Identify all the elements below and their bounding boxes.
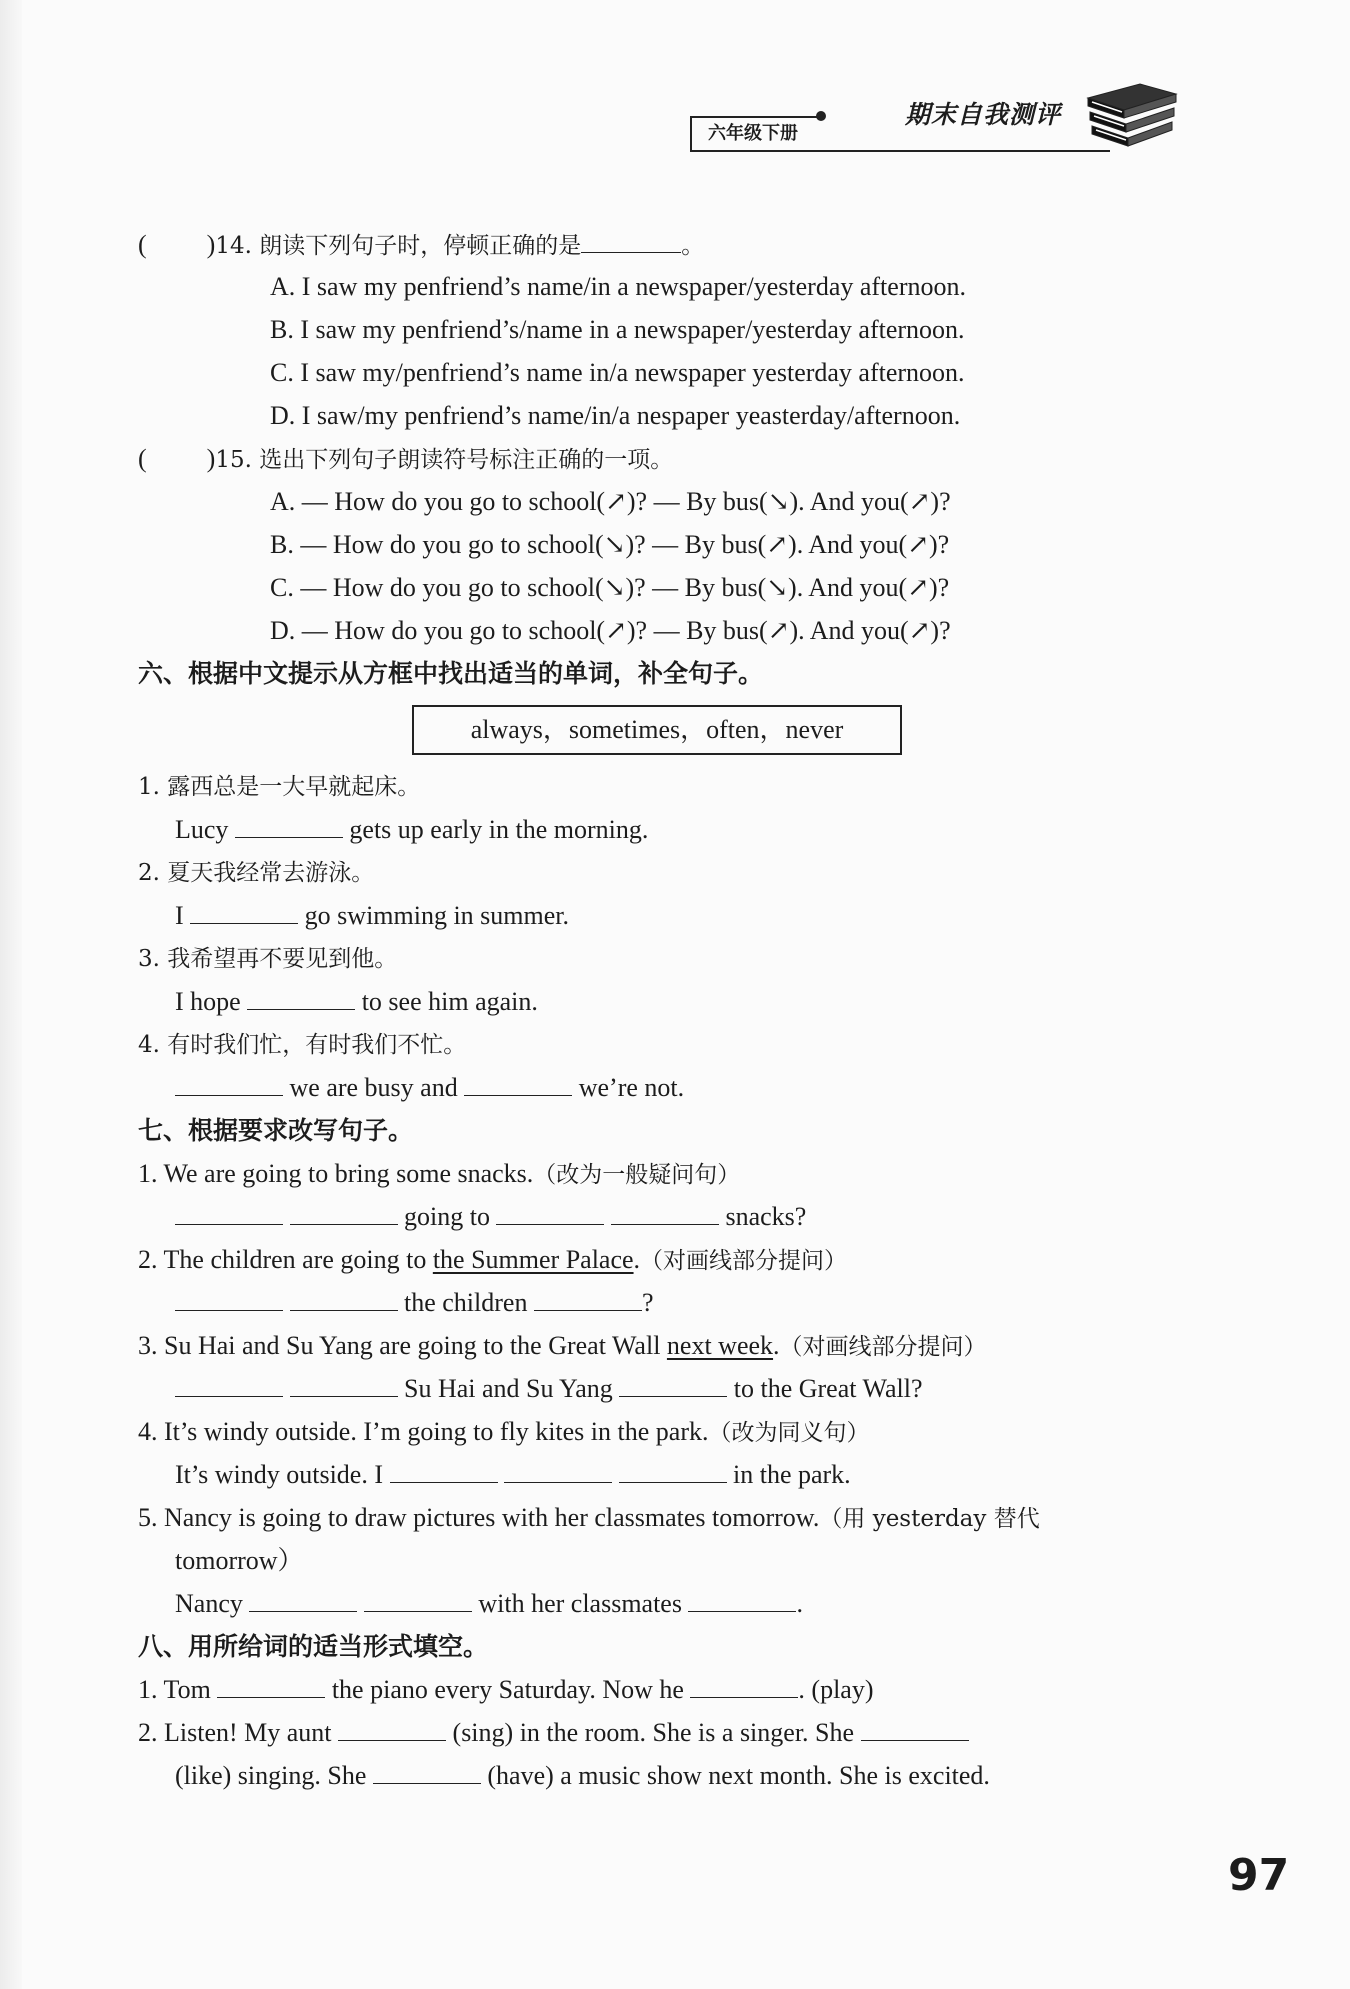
q15-option-d: D. — How do you go to school(↗)? — By bus(↗). And you(↗)? — [270, 616, 951, 645]
answer-blank[interactable] — [619, 1372, 727, 1397]
q14-option-d: D. I saw/my penfriend’s name/in/a nespaper yeasterday/afternoon. — [270, 401, 961, 430]
answer-blank[interactable] — [175, 1200, 283, 1225]
s7-item-2-underlined: the Summer Palace — [432, 1245, 634, 1274]
s6-item-2-chinese: 2. 夏天我经常去游泳。 — [138, 860, 375, 886]
s7-item-1-note: （改为一般疑问句） — [533, 1162, 741, 1188]
answer-blank[interactable] — [464, 1071, 572, 1096]
answer-blank[interactable] — [688, 1587, 796, 1612]
s7-item-5-text: 5. Nancy is going to draw pictures with her classmates tomorrow. — [138, 1503, 820, 1532]
s7-item-1-ans-b: snacks? — [725, 1202, 807, 1231]
s7-item-3-underlined: next week — [666, 1331, 774, 1360]
s6-item-2-post: go swimming in summer. — [304, 901, 570, 930]
page-number: 97 — [1228, 1850, 1290, 1901]
answer-blank[interactable] — [175, 1372, 283, 1397]
s6-item-1-post: gets up early in the morning. — [349, 815, 649, 844]
s7-item-3-ans-b: to the Great Wall? — [733, 1374, 923, 1403]
s8-item-1-b: the piano every Saturday. Now he — [331, 1675, 684, 1704]
s7-item-5-cont: tomorrow） — [175, 1546, 304, 1575]
s6-item-3-sentence — [175, 985, 538, 1019]
answer-blank[interactable] — [290, 1286, 398, 1311]
s6-item-2-pre: I — [175, 901, 184, 930]
s7-item-3-ans-a: Su Hai and Su Yang — [404, 1374, 613, 1403]
answer-paren-open: ( — [138, 230, 147, 259]
answer-paren-open: ( — [138, 444, 147, 473]
s8-item-2-line2 — [175, 1759, 990, 1793]
answer-blank[interactable] — [534, 1286, 642, 1311]
s7-item-1-text: 1. We are going to bring some snacks. — [138, 1159, 534, 1188]
answer-blank[interactable] — [504, 1458, 612, 1483]
section-6-heading: 六、根据中文提示从方框中找出适当的单词，补全句子。 — [138, 659, 764, 688]
s6-item-1-chinese: 1. 露西总是一大早就起床。 — [138, 774, 421, 800]
answer-paren-close: ) — [206, 230, 216, 259]
books-stack-icon — [1080, 78, 1180, 152]
s7-item-5-note: （用 yesterday 替代 — [819, 1506, 1040, 1532]
answer-blank[interactable] — [496, 1200, 604, 1225]
s7-item-4-ans-pre: It’s windy outside. I — [175, 1460, 383, 1489]
s7-item-3-answer — [175, 1372, 923, 1406]
s7-item-2-note: （对画线部分提问） — [640, 1248, 848, 1274]
s8-item-1-c: . (play) — [798, 1675, 874, 1704]
s7-item-2-post: . — [633, 1245, 641, 1274]
q15-option-c: C. — How do you go to school(↘)? — By bus(↘). And you(↗)? — [270, 573, 950, 602]
s7-item-5 — [138, 1501, 1040, 1536]
answer-blank[interactable] — [390, 1458, 498, 1483]
s6-item-1-pre: Lucy — [175, 815, 229, 844]
question-14-end: 。 — [681, 233, 705, 259]
q14-option-a: A. I saw my penfriend’s name/in a newspaper/yesterday afternoon. — [270, 272, 966, 301]
answer-blank[interactable] — [861, 1716, 969, 1741]
s8-item-2-a: 2. Listen! My aunt — [138, 1718, 332, 1747]
answer-blank[interactable] — [338, 1716, 446, 1741]
s7-item-2 — [138, 1243, 847, 1278]
s8-item-2-c: (like) singing. She — [175, 1761, 367, 1790]
s7-item-4-ans-post: in the park. — [733, 1460, 851, 1489]
s7-item-5-ans-pre: Nancy — [175, 1589, 243, 1618]
s7-item-2-ans-a: the children — [404, 1288, 528, 1317]
s6-item-4-post: we’re not. — [578, 1073, 685, 1102]
q14-option-b: B. I saw my penfriend’s/name in a newspaper/yesterday afternoon. — [270, 315, 965, 344]
s7-item-4-answer — [175, 1458, 851, 1492]
s6-item-3-post: to see him again. — [361, 987, 538, 1016]
answer-blank[interactable] — [190, 899, 298, 924]
s7-item-5-answer — [175, 1587, 803, 1621]
s6-item-4-mid: we are busy and — [289, 1073, 458, 1102]
s7-item-3-pre: 3. Su Hai and Su Yang are going to the Great Wall — [138, 1331, 667, 1360]
section-8-heading: 八、用所给词的适当形式填空。 — [138, 1632, 489, 1661]
s7-item-1-ans-a: going to — [404, 1202, 490, 1231]
s6-item-4-chinese: 4. 有时我们忙，有时我们不忙。 — [138, 1032, 467, 1058]
s7-item-1-answer — [175, 1200, 806, 1234]
answer-blank[interactable] — [619, 1458, 727, 1483]
header-grade: 六年级下册 — [690, 118, 838, 150]
question-14-stem: 14. 朗读下列句子时，停顿正确的是 — [215, 233, 582, 259]
answer-blank[interactable] — [581, 228, 681, 253]
s7-item-2-answer — [175, 1286, 654, 1320]
s8-item-2-line1 — [138, 1716, 969, 1750]
answer-blank[interactable] — [364, 1587, 472, 1612]
s6-item-2-sentence — [175, 899, 569, 933]
s6-item-3-chinese: 3. 我希望再不要见到他。 — [138, 946, 398, 972]
s7-item-5-ans-end: . — [796, 1589, 803, 1618]
question-15 — [138, 442, 673, 477]
s6-item-4-sentence — [175, 1071, 684, 1105]
question-15-stem: 15. 选出下列句子朗读符号标注正确的一项。 — [215, 447, 674, 473]
answer-blank[interactable] — [373, 1759, 481, 1784]
s7-item-2-ans-b: ? — [641, 1288, 654, 1317]
header-title: 期末自我测评 — [905, 100, 1062, 129]
answer-blank[interactable] — [290, 1372, 398, 1397]
s8-item-2-d: (have) a music show next month. She is excited. — [487, 1761, 990, 1790]
answer-paren-close: ) — [206, 444, 216, 473]
page-edge-shadow — [0, 0, 22, 1989]
s7-item-3-post: . — [773, 1331, 780, 1360]
s8-item-1 — [138, 1673, 874, 1707]
s6-item-3-pre: I hope — [175, 987, 241, 1016]
s7-item-3-note: （对画线部分提问） — [779, 1334, 987, 1360]
q15-option-b: B. — How do you go to school(↘)? — By bus(↗). And you(↗)? — [270, 530, 950, 559]
answer-blank[interactable] — [249, 1587, 357, 1612]
answer-blank[interactable] — [690, 1673, 798, 1698]
s7-item-1 — [138, 1157, 740, 1192]
answer-blank[interactable] — [175, 1071, 283, 1096]
s7-item-4 — [138, 1415, 870, 1450]
s7-item-2-pre: 2. The children are going to — [138, 1245, 433, 1274]
s7-item-3 — [138, 1329, 987, 1364]
s7-item-4-text: 4. It’s windy outside. I’m going to fly kites in the park. — [138, 1417, 709, 1446]
s8-item-1-a: 1. Tom — [138, 1675, 211, 1704]
q14-option-c: C. I saw my/penfriend’s name in/a newspaper yesterday afternoon. — [270, 358, 965, 387]
question-14 — [138, 228, 704, 263]
header-rule-bottom — [690, 150, 1110, 152]
answer-blank[interactable] — [247, 985, 355, 1010]
answer-blank[interactable] — [290, 1200, 398, 1225]
s7-item-5-ans-mid: with her classmates — [478, 1589, 682, 1618]
s7-item-4-note: （改为同义句） — [708, 1420, 870, 1446]
word-box: always，sometimes，often，never — [412, 705, 902, 755]
s8-item-2-b: (sing) in the room. She is a singer. She — [452, 1718, 855, 1747]
q15-option-a: A. — How do you go to school(↗)? — By bus(↘). And you(↗)? — [270, 487, 951, 516]
section-7-heading: 七、根据要求改写句子。 — [138, 1116, 414, 1145]
answer-blank[interactable] — [175, 1286, 283, 1311]
answer-blank[interactable] — [611, 1200, 719, 1225]
s6-item-1-sentence — [175, 813, 648, 847]
answer-blank[interactable] — [217, 1673, 325, 1698]
answer-blank[interactable] — [235, 813, 343, 838]
